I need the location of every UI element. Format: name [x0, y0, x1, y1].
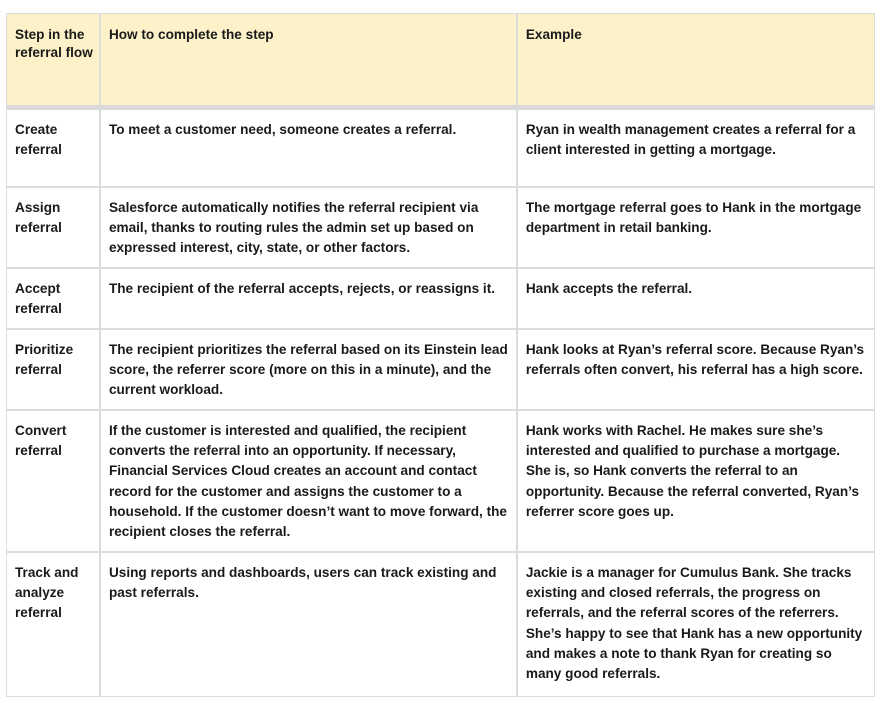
- example-cell: Ryan in wealth management creates a referral for a client interested in getting a mortgage.: [518, 110, 874, 188]
- how-cell: The recipient prioritizes the referral based on its Einstein lead score, the referrer score (more on this in a minute), and the current workload.: [101, 330, 518, 411]
- table-header-row: [7, 14, 874, 110]
- example-cell: Jackie is a manager for Cumulus Bank. She tracks existing and closed referrals, the progress on referrals, and the referral scores of the referrers. She’s happy to see that Hank has a new opportunity and makes a note to thank Ryan for creating so many good referrals.: [525, 565, 863, 682]
- step-cell: Accept referral: [7, 269, 101, 330]
- table-row: [7, 411, 874, 553]
- how-cell: Using reports and dashboards, users can track existing and past referrals.: [101, 553, 518, 696]
- example-cell: The mortgage referral goes to Hank in the mortgage department in retail banking.: [518, 188, 874, 269]
- example-cell: Hank accepts the referral.: [518, 269, 874, 330]
- table-row: [7, 188, 874, 269]
- step-cell: Assign referral: [7, 188, 101, 269]
- how-cell: Salesforce automatically notifies the referral recipient via email, thanks to routing rules the admin set up based on expressed interest, city, state, or other factors.: [101, 188, 518, 269]
- header-how: How to complete the step: [101, 14, 518, 110]
- table-row: [7, 269, 874, 330]
- how-cell: To meet a customer need, someone creates a referral.: [101, 110, 518, 188]
- table-row: [7, 330, 874, 411]
- step-cell: Track and analyze referral: [7, 553, 101, 696]
- table-row: [7, 553, 874, 696]
- example-cell: Hank works with Rachel. He makes sure she’s interested and qualified to purchase a mortgage. She is, so Hank converts the referral to an opportunity. Because the referral converted, Ryan’s referrer score goes up.: [518, 411, 874, 553]
- how-cell: If the customer is interested and qualified, the recipient converts the referral into an opportunity. If necessary, Financial Services Cloud creates an account and contact record for the customer and assigns the customer to a household. If the customer doesn’t want to move forward, the recipient closes the referral.: [101, 411, 518, 553]
- example-cell: Hank looks at Ryan’s referral score. Because Ryan’s referrals often convert, his referral has a high score.: [518, 330, 874, 411]
- how-cell: The recipient of the referral accepts, rejects, or reassigns it.: [101, 269, 518, 330]
- step-cell: Convert referral: [7, 411, 101, 553]
- step-cell: Prioritize referral: [7, 330, 101, 411]
- header-example: Example: [518, 14, 874, 110]
- step-cell: Create referral: [7, 110, 101, 188]
- table-row: [7, 110, 874, 188]
- referral-flow-table: [6, 13, 875, 697]
- header-step: Step in the referral flow: [7, 14, 101, 110]
